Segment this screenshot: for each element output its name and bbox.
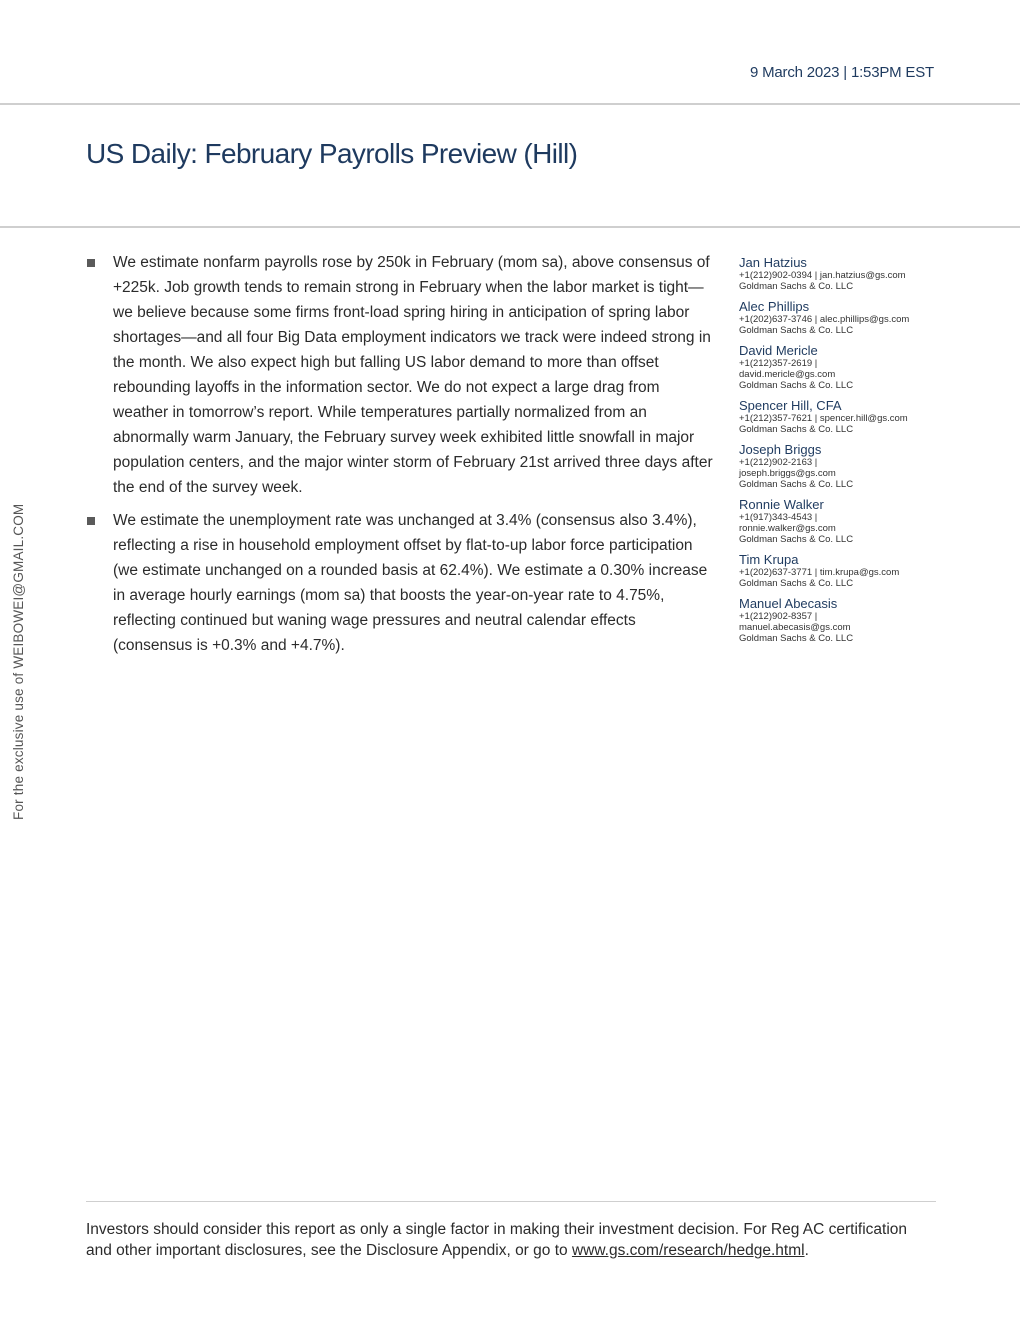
author-entry [739,255,939,292]
author-name[interactable]: Tim Krupa [739,552,799,567]
author-contact-line: +1(212)357-7621 | spencer.hill@gs.com [739,413,908,424]
author-contact-line: ronnie.walker@gs.com [739,523,836,534]
bullet-payrolls [86,250,716,500]
author-entry [739,299,939,336]
exclusive-use-watermark: For the exclusive use of WEIBOWEI@GMAIL.COM [11,503,26,820]
square-bullet-icon [87,517,95,525]
author-contact-line: +1(212)902-8357 | [739,611,818,622]
author-contact-line: Goldman Sachs & Co. LLC [739,534,854,545]
bullet-text: We estimate the unemployment rate was unchanged at 3.4% (consensus also 3.4%), reflecting a rise in household employment offset by flat-to-up labor force participation (we estimate unchanged on a rounded basis at 62.4%). We estimate a 0.30% increase in average hourly earnings (mom sa) that boosts the year-on-year rate to 4.75%, reflecting continued but waning wage pressures and neutral calendar effects (consensus is +0.3% and +4.7%). [113,512,708,654]
author-contact-line: Goldman Sachs & Co. LLC [739,633,854,644]
author-name[interactable]: David Mericle [739,343,818,358]
footer-divider [86,1201,936,1202]
author-entry [739,442,939,490]
author-contact-line: Goldman Sachs & Co. LLC [739,380,854,391]
author-contact-line: Goldman Sachs & Co. LLC [739,325,854,336]
author-contact-line: +1(212)357-2619 | [739,358,818,369]
author-contact-line: +1(202)637-3771 | tim.krupa@gs.com [739,567,900,578]
square-bullet-icon [87,259,95,267]
author-name[interactable]: Manuel Abecasis [739,596,838,611]
disclosure-footer [86,1219,936,1261]
author-contact-line: david.mericle@gs.com [739,369,836,380]
author-name[interactable]: Alec Phillips [739,299,810,314]
page-title: US Daily: February Payrolls Preview (Hill) [86,138,578,169]
author-entry [739,552,939,589]
disclosure-text: Investors should consider this report as only a single factor in making their investment decision. For Reg AC certification and other important disclosures, see the Disclosure Appendix, or go to [86,1221,908,1259]
author-entry [739,343,939,391]
report-dateline: 9 March 2023 | 1:53PM EST [750,64,934,81]
author-name[interactable]: Ronnie Walker [739,497,824,512]
title-divider [0,226,1020,228]
author-entry [739,497,939,545]
author-name[interactable]: Spencer Hill, CFA [739,398,842,413]
author-contact-line: +1(202)637-3746 | alec.phillips@gs.com [739,314,910,325]
summary-bullets [86,250,716,666]
author-contact-line: Goldman Sachs & Co. LLC [739,281,854,292]
author-contact-line: +1(212)902-0394 | jan.hatzius@gs.com [739,270,906,281]
author-contact-line: Goldman Sachs & Co. LLC [739,424,854,435]
disclosure-period: . [804,1242,809,1259]
bullet-text: We estimate nonfarm payrolls rose by 250k in February (mom sa), above consensus of +225k. Job growth tends to remain strong in February when the labor market is tight—we believe because some firms front-load spring hiring in anticipation of spring labor shortages—and all four Big Data employment indicators we track were indeed strong in the month. We also expect high but falling US labor demand to more than offset rebounding layoffs in the information sector. We do not expect a large drag from weather in tomorrow’s report. While temperatures partially normalized from an abnormally warm January, the February survey week exhibited little snowfall in major population centers, and the major winter storm of February 21st arrived three days after the end of the survey week. [113,254,713,496]
author-contact-line: Goldman Sachs & Co. LLC [739,578,854,589]
author-contact-line: joseph.briggs@gs.com [739,468,836,479]
author-entry [739,596,939,644]
header-divider [0,103,1020,105]
author-contact-line: +1(212)902-2163 | [739,457,818,468]
author-name[interactable]: Jan Hatzius [739,255,807,270]
author-contact-line: Goldman Sachs & Co. LLC [739,479,854,490]
disclosure-link[interactable]: www.gs.com/research/hedge.html [571,1242,805,1259]
author-contact-line: manuel.abecasis@gs.com [739,622,851,633]
author-name[interactable]: Joseph Briggs [739,442,822,457]
author-list [739,255,939,651]
bullet-unemployment [86,508,716,658]
author-contact-line: +1(917)343-4543 | [739,512,818,523]
author-entry [739,398,939,435]
